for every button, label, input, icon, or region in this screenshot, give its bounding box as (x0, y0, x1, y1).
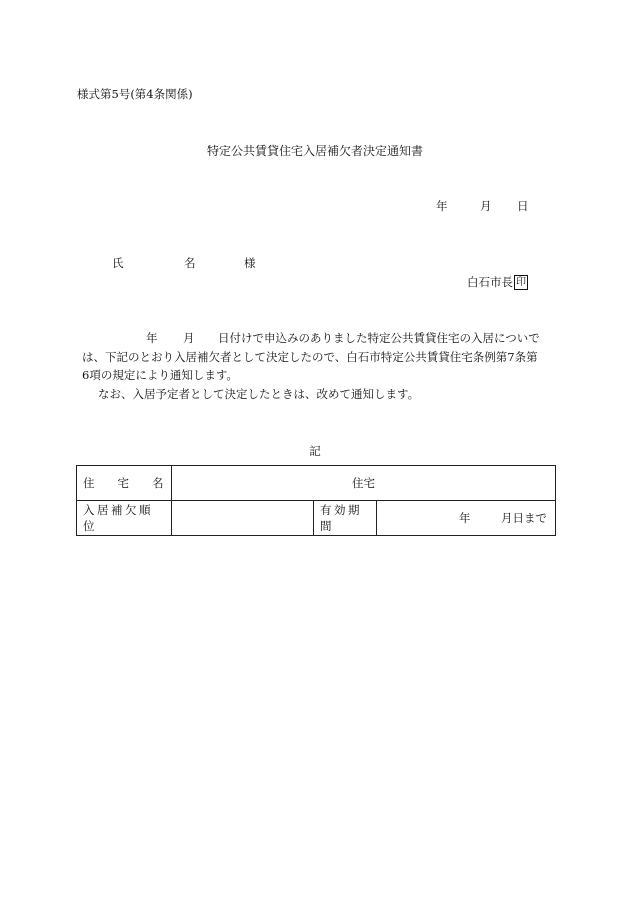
notice-body (82, 329, 562, 403)
table-row (77, 466, 556, 501)
validity-label-cell (314, 501, 377, 536)
residence-label-cell (77, 466, 172, 501)
form-number: 様式第5号(第4条関係) (77, 87, 193, 101)
seal-mark: 印 (516, 277, 526, 288)
table-row (77, 501, 556, 536)
addressee-given-name: 名 (184, 256, 196, 270)
issuer (467, 274, 528, 290)
addressee-surname: 氏 (112, 256, 124, 270)
validity-year: 年 (459, 511, 471, 525)
residence-value: 住宅 (352, 476, 375, 490)
validity-value-cell (377, 501, 556, 536)
info-table (76, 465, 556, 536)
validity-month: 月 (501, 511, 513, 525)
date-day: 日 (517, 199, 529, 213)
body-line-1-text: 日付けで申込みのありました特定公共賃貸住宅の入居についで (218, 331, 540, 345)
date-month: 月 (480, 199, 492, 213)
validity-until: 日まで (512, 511, 547, 525)
rank-value-cell (172, 501, 314, 536)
date-year: 年 (436, 199, 448, 213)
body-year: 年 (146, 331, 158, 345)
addressee-honorific: 様 (244, 256, 256, 270)
body-line-3: 6項の規定により通知します。 (82, 368, 238, 382)
date-line (436, 198, 529, 214)
body-month: 月 (183, 331, 195, 345)
addressee-line (112, 255, 256, 271)
body-line-4: なお、入居予定者として決定したときは、改めて通知します。 (98, 386, 420, 401)
rank-label-cell (77, 501, 172, 536)
ki-heading: 記 (309, 444, 321, 458)
rank-label: 入居補欠順位 (83, 503, 153, 533)
body-line-2: は、下記のとおり入居補欠者として決定したので、白石市特定公共賃貸住宅条例第7条第 (82, 349, 538, 364)
residence-value-cell (172, 466, 556, 501)
document-title: 特定公共賃貸住宅入居補欠者決定通知書 (206, 144, 423, 158)
issuer-name: 白石市長 (467, 275, 513, 289)
validity-label: 有効期間 (320, 503, 362, 533)
body-line-1 (82, 329, 562, 348)
residence-label: 住 宅 名 (83, 476, 164, 490)
